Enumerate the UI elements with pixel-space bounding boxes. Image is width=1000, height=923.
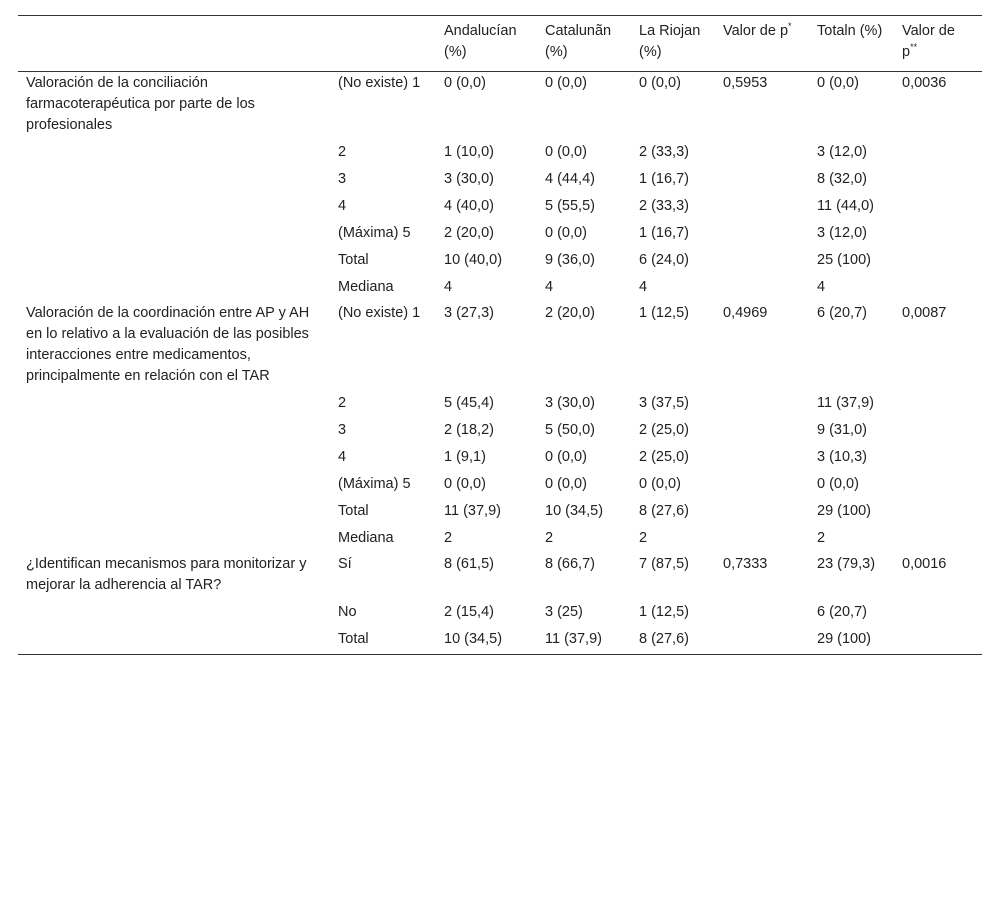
andalucia-value: 3 (30,0): [444, 171, 494, 187]
cataluna-value: 11 (37,9): [545, 631, 602, 647]
p-value-1: [715, 600, 809, 627]
total-value: 11 (37,9): [817, 395, 874, 411]
p-value-2: [894, 526, 982, 553]
rioja-value: 1 (12,5): [639, 604, 689, 620]
table-row: [18, 275, 982, 302]
p-value-2: [894, 391, 982, 418]
total-value: 3 (12,0): [817, 225, 867, 241]
andalucia-value: 5 (45,4): [444, 395, 494, 411]
cataluna-value: 5 (50,0): [545, 422, 595, 438]
question-cell: [18, 526, 330, 553]
category-label: Total: [338, 503, 369, 519]
question-cell: [18, 499, 330, 526]
cataluna-value: 0 (0,0): [545, 75, 587, 91]
header-p-value-2-text: Valor de p: [902, 23, 955, 60]
category-label: (No existe) 1: [338, 305, 421, 321]
header-p-value-1-text: Valor de p: [723, 23, 789, 39]
rioja-value: 6 (24,0): [639, 252, 689, 268]
table-row: [18, 221, 982, 248]
category-label: 3: [338, 171, 347, 187]
andalucia-value: 1 (10,0): [444, 144, 494, 160]
rioja-value: 0 (0,0): [639, 476, 681, 492]
p-value-1: [715, 418, 809, 445]
question-cell: [18, 221, 330, 248]
question-cell: [18, 418, 330, 445]
header-empty-category: [330, 16, 436, 72]
total-value: 29 (100): [817, 503, 872, 519]
header-p-value-2: [894, 16, 982, 72]
table-row: [18, 445, 982, 472]
category-label: Total: [338, 631, 369, 647]
cataluna-value: 0 (0,0): [545, 225, 587, 241]
p-value-1: [715, 140, 809, 167]
cataluna-value: 4: [545, 279, 554, 295]
p-value-2: [894, 418, 982, 445]
rioja-value: 2: [639, 530, 648, 546]
question-cell: [18, 275, 330, 302]
p-value-2: [894, 194, 982, 221]
table-body: [18, 72, 982, 655]
total-value: 3 (12,0): [817, 144, 867, 160]
total-value: 4: [817, 279, 826, 295]
question-cell: [18, 391, 330, 418]
rioja-value: 7 (87,5): [639, 556, 689, 572]
p-value-1: [715, 445, 809, 472]
cataluna-value: 5 (55,5): [545, 198, 595, 214]
category-label: Sí: [338, 556, 352, 572]
table-row: [18, 248, 982, 275]
cataluna-value: 2: [545, 530, 554, 546]
andalucia-value: 3 (27,3): [444, 305, 494, 321]
question-cell: [18, 445, 330, 472]
p-value-2: [894, 600, 982, 627]
p-value-1: 0,7333: [723, 556, 768, 572]
total-value: 6 (20,7): [817, 305, 867, 321]
header-empty-question: [18, 16, 330, 72]
table-row: [18, 526, 982, 553]
p-value-2: [894, 499, 982, 526]
total-value: 11 (44,0): [817, 198, 874, 214]
category-label: 4: [338, 449, 347, 465]
andalucia-value: 2: [444, 530, 453, 546]
total-value: 0 (0,0): [817, 476, 859, 492]
table-row: [18, 499, 982, 526]
p-value-1: [715, 627, 809, 655]
category-label: 2: [338, 395, 347, 411]
header-total: Totaln (%): [817, 23, 883, 39]
table-row: [18, 194, 982, 221]
cataluna-value: 8 (66,7): [545, 556, 595, 572]
question-cell: [18, 167, 330, 194]
total-value: 9 (31,0): [817, 422, 867, 438]
p-value-2: [894, 221, 982, 248]
category-label: Mediana: [338, 279, 394, 295]
header-p-value-1: [715, 16, 809, 72]
andalucia-value: 4 (40,0): [444, 198, 494, 214]
question-cell: ¿Identifican mecanismos para monitorizar y mejorar la adherencia al TAR?: [26, 556, 307, 593]
andalucia-value: 1 (9,1): [444, 449, 486, 465]
andalucia-value: 2 (15,4): [444, 604, 494, 620]
category-label: (Máxima) 5: [338, 225, 411, 241]
p-value-2: 0,0016: [902, 556, 947, 572]
table-header: [18, 16, 982, 72]
p-value-1: 0,4969: [723, 305, 768, 321]
cataluna-value: 0 (0,0): [545, 449, 587, 465]
rioja-value: 1 (16,7): [639, 225, 689, 241]
rioja-value: 2 (33,3): [639, 144, 689, 160]
p-value-2: 0,0036: [902, 75, 947, 91]
category-label: 3: [338, 422, 347, 438]
rioja-value: 2 (25,0): [639, 422, 689, 438]
p-value-2: [894, 445, 982, 472]
header-cataluna: Catalunãn (%): [545, 23, 612, 60]
p-value-2: [894, 167, 982, 194]
p-value-2: [894, 472, 982, 499]
rioja-value: 1 (12,5): [639, 305, 689, 321]
andalucia-value: 2 (20,0): [444, 225, 494, 241]
header-p-value-2-mark: **: [910, 42, 918, 52]
p-value-2: [894, 275, 982, 302]
category-label: Mediana: [338, 530, 394, 546]
p-value-1: [715, 499, 809, 526]
question-cell: [18, 140, 330, 167]
andalucia-value: 11 (37,9): [444, 503, 501, 519]
cataluna-value: 10 (34,5): [545, 503, 604, 519]
header-rioja: La Riojan (%): [639, 23, 701, 60]
cataluna-value: 0 (0,0): [545, 476, 587, 492]
total-value: 8 (32,0): [817, 171, 867, 187]
p-value-1: [715, 194, 809, 221]
cataluna-value: 3 (30,0): [545, 395, 595, 411]
p-value-1: [715, 167, 809, 194]
rioja-value: 4: [639, 279, 648, 295]
p-value-1: [715, 275, 809, 302]
category-label: 2: [338, 144, 347, 160]
table-row: [18, 472, 982, 499]
total-value: 29 (100): [817, 631, 872, 647]
table-row: [18, 140, 982, 167]
header-andalucia: Andalucían (%): [444, 23, 517, 60]
p-value-1: [715, 221, 809, 248]
results-table: [18, 15, 982, 655]
total-value: 6 (20,7): [817, 604, 867, 620]
p-value-2: [894, 627, 982, 655]
question-cell: [18, 600, 330, 627]
andalucia-value: 4: [444, 279, 453, 295]
question-cell: [18, 248, 330, 275]
table-row: [18, 600, 982, 627]
table-row: [18, 391, 982, 418]
total-value: 23 (79,3): [817, 556, 876, 572]
p-value-2: 0,0087: [902, 305, 947, 321]
category-label: (Máxima) 5: [338, 476, 411, 492]
andalucia-value: 0 (0,0): [444, 476, 486, 492]
cataluna-value: 2 (20,0): [545, 305, 595, 321]
cataluna-value: 9 (36,0): [545, 252, 595, 268]
question-cell: [18, 472, 330, 499]
p-value-2: [894, 140, 982, 167]
question-cell: [18, 627, 330, 655]
p-value-1: [715, 391, 809, 418]
rioja-value: 8 (27,6): [639, 503, 689, 519]
total-value: 25 (100): [817, 252, 872, 268]
rioja-value: 2 (33,3): [639, 198, 689, 214]
header-p-value-1-mark: *: [788, 21, 792, 31]
p-value-1: [715, 526, 809, 553]
rioja-value: 0 (0,0): [639, 75, 681, 91]
total-value: 2: [817, 530, 826, 546]
table-row: [18, 302, 982, 391]
p-value-1: [715, 472, 809, 499]
question-cell: Valoración de la coordinación entre AP y AH en lo relativo a la evaluación de las posibles interacciones entre medicamentos, principalmente en relación con el TAR: [26, 305, 310, 384]
andalucia-value: 0 (0,0): [444, 75, 486, 91]
andalucia-value: 10 (34,5): [444, 631, 503, 647]
table-row: [18, 167, 982, 194]
andalucia-value: 10 (40,0): [444, 252, 503, 268]
table-row: [18, 418, 982, 445]
table-row: [18, 72, 982, 141]
category-label: (No existe) 1: [338, 75, 421, 91]
cataluna-value: 0 (0,0): [545, 144, 587, 160]
total-value: 3 (10,3): [817, 449, 867, 465]
category-label: 4: [338, 198, 347, 214]
question-cell: [18, 194, 330, 221]
rioja-value: 2 (25,0): [639, 449, 689, 465]
rioja-value: 1 (16,7): [639, 171, 689, 187]
p-value-1: [715, 248, 809, 275]
p-value-2: [894, 248, 982, 275]
table-row: [18, 627, 982, 655]
rioja-value: 3 (37,5): [639, 395, 689, 411]
andalucia-value: 2 (18,2): [444, 422, 494, 438]
cataluna-value: 3 (25): [545, 604, 583, 620]
cataluna-value: 4 (44,4): [545, 171, 595, 187]
question-cell: Valoración de la conciliación farmacoterapéutica por parte de los profesionales: [26, 75, 255, 133]
total-value: 0 (0,0): [817, 75, 859, 91]
rioja-value: 8 (27,6): [639, 631, 689, 647]
p-value-1: 0,5953: [723, 75, 768, 91]
andalucia-value: 8 (61,5): [444, 556, 494, 572]
category-label: No: [338, 604, 357, 620]
table-row: [18, 553, 982, 600]
category-label: Total: [338, 252, 369, 268]
